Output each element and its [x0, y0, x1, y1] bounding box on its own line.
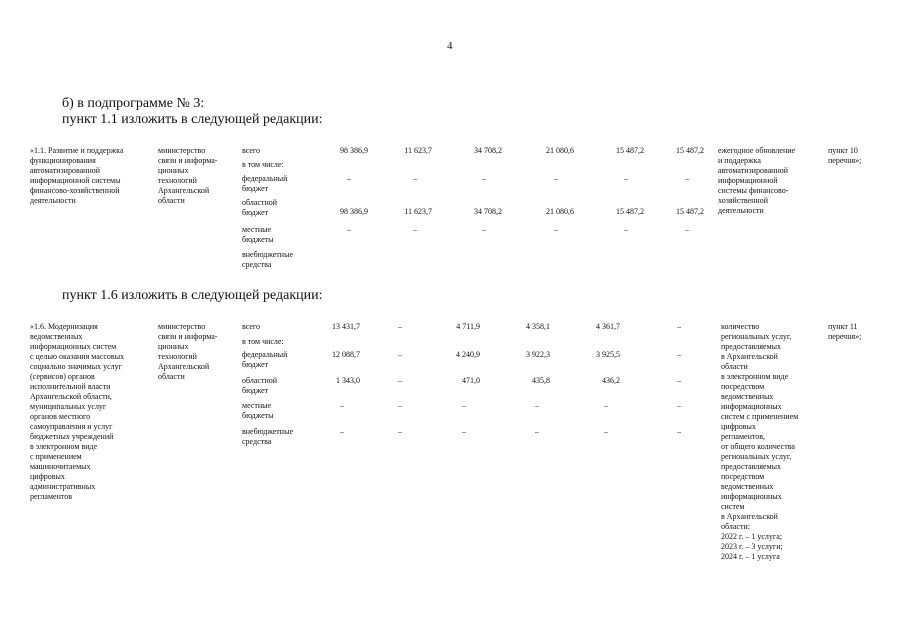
value-regional-col4: 21 080,6 [546, 207, 574, 216]
value-total-col5: 15 487,2 [616, 146, 644, 155]
funding-source-local: местные бюджеты [242, 225, 274, 244]
value-regional-col6: – [677, 376, 681, 385]
list-reference: пункт 10 перечня»; [828, 146, 862, 165]
funding-source-extrabudget: внебюджетные средства [242, 250, 293, 269]
value-local-col6: – [685, 225, 689, 234]
value-total-col3: 4 711,9 [456, 322, 480, 331]
value-local-col3: – [482, 225, 486, 234]
value-federal-col4: – [554, 174, 558, 183]
value-local-col1: – [347, 225, 351, 234]
value-total-col4: 4 358,1 [526, 322, 550, 331]
item-description: «1.6. Модернизация ведомственных информационных систем с целью оказания массовых социально значимых услуг (сервисов) органов исполнительной власти Архангельской области, муниципальных услуг органов местного самоуправления и услуг бюджетных учреждений в электронном виде с применением машиночитаемых цифровых административных регламентов [30, 322, 125, 501]
value-federal-col1: 12 088,7 [332, 350, 360, 359]
value-local-col2: – [413, 225, 417, 234]
executor: министерство связи и информа- ционных технологий Архангельской области [158, 322, 218, 381]
subprogram-heading: б) в подпрограмме № 3: [62, 96, 205, 111]
funding-source-local: местные бюджеты [242, 401, 274, 420]
value-federal-col2: – [413, 174, 417, 183]
funding-source-incl: в том числе: [242, 160, 284, 169]
page-number: 4 [447, 40, 453, 52]
value-regional-col5: 436,2 [602, 376, 620, 385]
value-total-col2: – [398, 322, 402, 331]
value-extrabudget-col1: – [340, 427, 344, 436]
value-federal-col3: – [482, 174, 486, 183]
value-local-col5: – [624, 225, 628, 234]
value-local-col1: – [340, 401, 344, 410]
value-federal-col5: 3 925,5 [596, 350, 620, 359]
value-total-col1: 98 386,9 [340, 146, 368, 155]
value-local-col2: – [398, 401, 402, 410]
funding-source-incl: в том числе: [242, 337, 284, 346]
value-total-col6: 15 487,2 [676, 146, 704, 155]
value-extrabudget-col3: – [462, 427, 466, 436]
value-federal-col6: – [685, 174, 689, 183]
executor: министерство связи и информа- ционных технологий Архангельской области [158, 146, 218, 205]
value-regional-col1: 1 343,0 [336, 376, 360, 385]
value-total-col1: 13 431,7 [332, 322, 360, 331]
value-federal-col5: – [624, 174, 628, 183]
value-total-col4: 21 080,6 [546, 146, 574, 155]
list-reference: пункт 11 перечня»; [828, 322, 862, 341]
value-local-col5: – [604, 401, 608, 410]
value-local-col4: – [554, 225, 558, 234]
item-1-1-heading: пункт 1.1 изложить в следующей редакции: [62, 112, 323, 127]
value-local-col4: – [535, 401, 539, 410]
value-federal-col6: – [677, 350, 681, 359]
item-1-6-heading: пункт 1.6 изложить в следующей редакции: [62, 288, 323, 303]
funding-source-extrabudget: внебюджетные средства [242, 427, 293, 446]
funding-source-federal: федеральный бюджет [242, 174, 288, 193]
value-regional-col3: 34 708,2 [474, 207, 502, 216]
value-federal-col2: – [398, 350, 402, 359]
value-regional-col2: 11 623,7 [404, 207, 432, 216]
value-total-col6: – [677, 322, 681, 331]
value-regional-col1: 98 386,9 [340, 207, 368, 216]
value-total-col3: 34 708,2 [474, 146, 502, 155]
funding-source-regional: областной бюджет [242, 376, 278, 395]
value-total-col2: 11 623,7 [404, 146, 432, 155]
funding-source-federal: федеральный бюджет [242, 350, 288, 369]
value-extrabudget-col5: – [604, 427, 608, 436]
expected-result: количество региональных услуг, предоставляемых в Архангельской области в электронном виде посредством ведомственных информационных систем с применением цифровых регламентов, от общего количества региональных услуг, предоставляемых посредством ведомственных информационных систем в Архангельской области: 2022 г. – 1 услуга; 2023 г. – 3 услуги; 2024 г. – 1 услуга [721, 322, 799, 561]
value-regional-col3: 471,0 [462, 376, 480, 385]
value-regional-col6: 15 487,2 [676, 207, 704, 216]
funding-source-total: всего [242, 322, 261, 331]
expected-result: ежегодное обновление и поддержка автоматизированной информационной системы финансово- хозяйственной деятельности [718, 146, 796, 215]
value-extrabudget-col2: – [398, 427, 402, 436]
value-local-col3: – [462, 401, 466, 410]
value-regional-col2: – [398, 376, 402, 385]
item-description: «1.1. Развитие и поддержка функционирования автоматизированной информационной системы финансово-хозяйственной деятельности [30, 146, 124, 205]
value-extrabudget-col4: – [535, 427, 539, 436]
funding-source-regional: областной бюджет [242, 198, 278, 217]
value-extrabudget-col6: – [677, 427, 681, 436]
value-federal-col3: 4 240,9 [456, 350, 480, 359]
value-federal-col1: – [347, 174, 351, 183]
value-local-col6: – [677, 401, 681, 410]
value-total-col5: 4 361,7 [596, 322, 620, 331]
value-federal-col4: 3 922,3 [526, 350, 550, 359]
funding-source-total: всего [242, 146, 261, 155]
value-regional-col4: 435,8 [532, 376, 550, 385]
value-regional-col5: 15 487,2 [616, 207, 644, 216]
